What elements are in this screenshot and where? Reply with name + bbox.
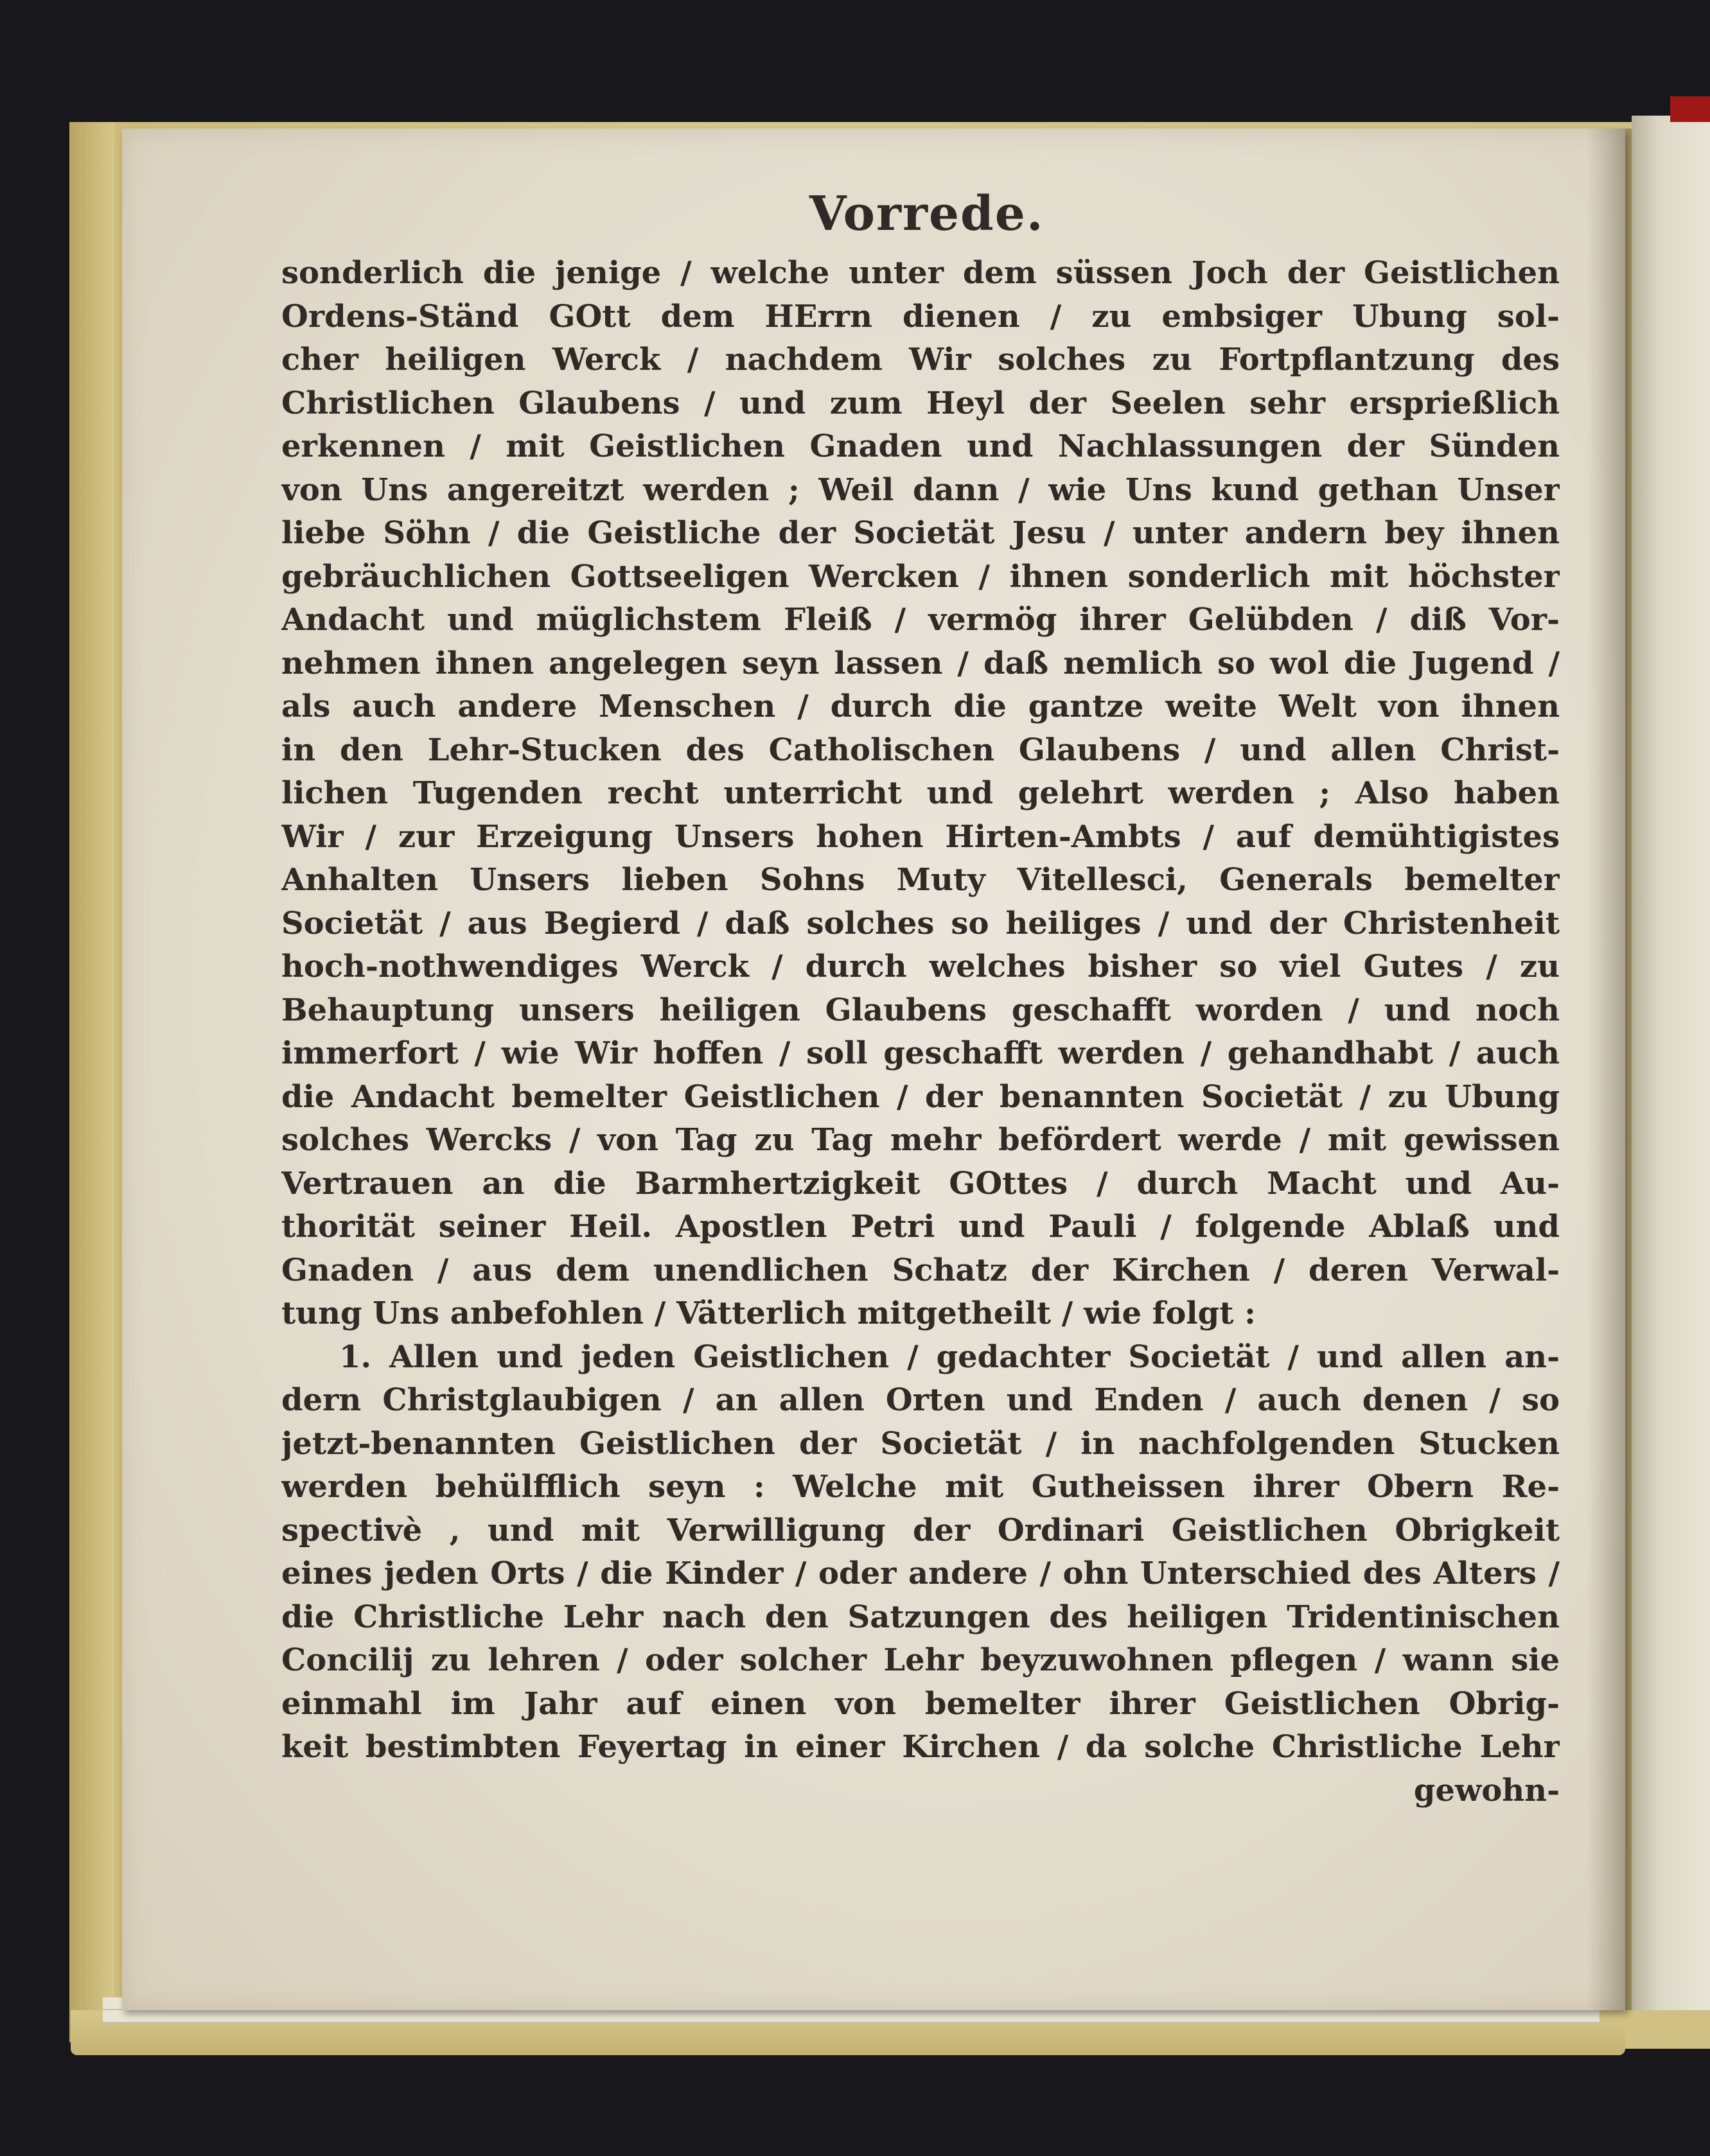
text-line: die Christliche Lehr nach den Satzungen des heiligen Tridentinischen: [281, 1599, 1560, 1635]
text-line: liebe Söhn / die Geistliche der Societät Jesu / unter andern bey ihnen: [281, 515, 1560, 551]
page-gutter-shadow: [1587, 128, 1632, 2010]
text-line: nehmen ihnen angelegen seyn lassen / daß nemlich so wol die Jugend /: [281, 645, 1560, 681]
text-line: von Uns angereitzt werden ; Weil dann / wie Uns kund gethan Unser: [281, 471, 1560, 508]
text-line: eines jeden Orts / die Kinder / oder andere / ohn Unterschied des Alters /: [281, 1556, 1560, 1591]
text-line: solches Wercks / von Tag zu Tag mehr befördert werde / mit gewissen: [281, 1122, 1560, 1158]
text-line: immerfort / wie Wir hoffen / soll geschafft werden / gehandhabt / auch: [281, 1035, 1560, 1071]
cover-edge-left: [69, 122, 114, 2042]
text-line: 1. Allen und jeden Geistlichen / gedachter Societät / und allen an-: [339, 1338, 1560, 1375]
catchword: gewohn-: [1413, 1772, 1560, 1809]
page-body: [281, 252, 1560, 1812]
text-line: lichen Tugenden recht unterricht und gelehrt werden ; Also haben: [281, 775, 1560, 811]
text-line: Societät / aus Begierd / daß solches so heiliges / und der Christenheit: [281, 905, 1560, 942]
text-line: Behauptung unsers heiligen Glaubens geschafft worden / und noch: [281, 992, 1560, 1028]
text-line: Andacht und müglichstem Fleiß / vermög ihrer Gelübden / diß Vor-: [281, 602, 1560, 638]
text-line: tung Uns anbefohlen / Vätterlich mitgetheilt / wie folgt :: [281, 1295, 1256, 1331]
text-line: cher heiligen Werck / nachdem Wir solches zu Fortpflantzung des: [281, 342, 1560, 378]
text-line: Ordens-Ständ GOtt dem HErrn dienen / zu embsiger Ubung sol-: [281, 298, 1560, 335]
text-line: erkennen / mit Geistlichen Gnaden und Nachlassungen der Sünden: [281, 428, 1560, 464]
text-line: keit bestimbten Feyertag in einer Kirchen / da solche Christliche Lehr: [281, 1729, 1560, 1765]
page-heading: Vorrede.: [809, 186, 1045, 241]
text-line: als auch andere Menschen / durch die gantze weite Welt von ihnen: [281, 688, 1560, 724]
text-line: die Andacht bemelter Geistlichen / der benannten Societät / zu Ubung: [281, 1078, 1560, 1115]
facing-page-edge: [1632, 116, 1710, 2010]
text-line: Anhalten Unsers lieben Sohns Muty Vitellesci, Generals bemelter: [281, 862, 1560, 898]
text-line: in den Lehr-Stucken des Catholischen Glaubens / und allen Christ-: [281, 732, 1560, 768]
page-edge: [103, 2010, 1600, 2023]
text-line: Vertrauen an die Barmhertzigkeit GOttes / durch Macht und Au-: [281, 1165, 1560, 1202]
text-line: Concilij zu lehren / oder solcher Lehr beyzuwohnen pflegen / wann sie: [281, 1642, 1560, 1678]
text-line: hoch-nothwendiges Werck / durch welches bisher so viel Gutes / zu: [281, 949, 1560, 985]
red-page-marker: [1670, 96, 1710, 122]
text-line: Wir / zur Erzeigung Unsers hohen Hirten-Ambts / auf demühtigistes: [281, 818, 1560, 855]
text-line: thorität seiner Heil. Apostlen Petri und Pauli / folgende Ablaß und: [281, 1209, 1560, 1245]
text-line: Gnaden / aus dem unendlichen Schatz der Kirchen / deren Verwal-: [281, 1252, 1560, 1288]
text-line: werden behülfflich seyn : Welche mit Gutheissen ihrer Obern Re-: [281, 1469, 1560, 1505]
text-line: spectivè , und mit Verwilligung der Ordinari Geistlichen Obrigkeit: [281, 1512, 1560, 1548]
text-line: einmahl im Jahr auf einen von bemelter ihrer Geistlichen Obrig-: [281, 1685, 1560, 1722]
text-line: dern Christglaubigen / an allen Orten und Enden / auch denen / so: [281, 1382, 1560, 1418]
text-line: Christlichen Glaubens / und zum Heyl der Seelen sehr ersprießlich: [281, 385, 1560, 421]
text-line: sonderlich die jenige / welche unter dem süssen Joch der Geistlichen: [281, 255, 1560, 291]
text-line: jetzt-benannten Geistlichen der Societät / in nachfolgenden Stucken: [281, 1425, 1560, 1462]
text-line: gebräuchlichen Gottseeligen Wercken / ihnen sonderlich mit höchster: [281, 558, 1560, 595]
